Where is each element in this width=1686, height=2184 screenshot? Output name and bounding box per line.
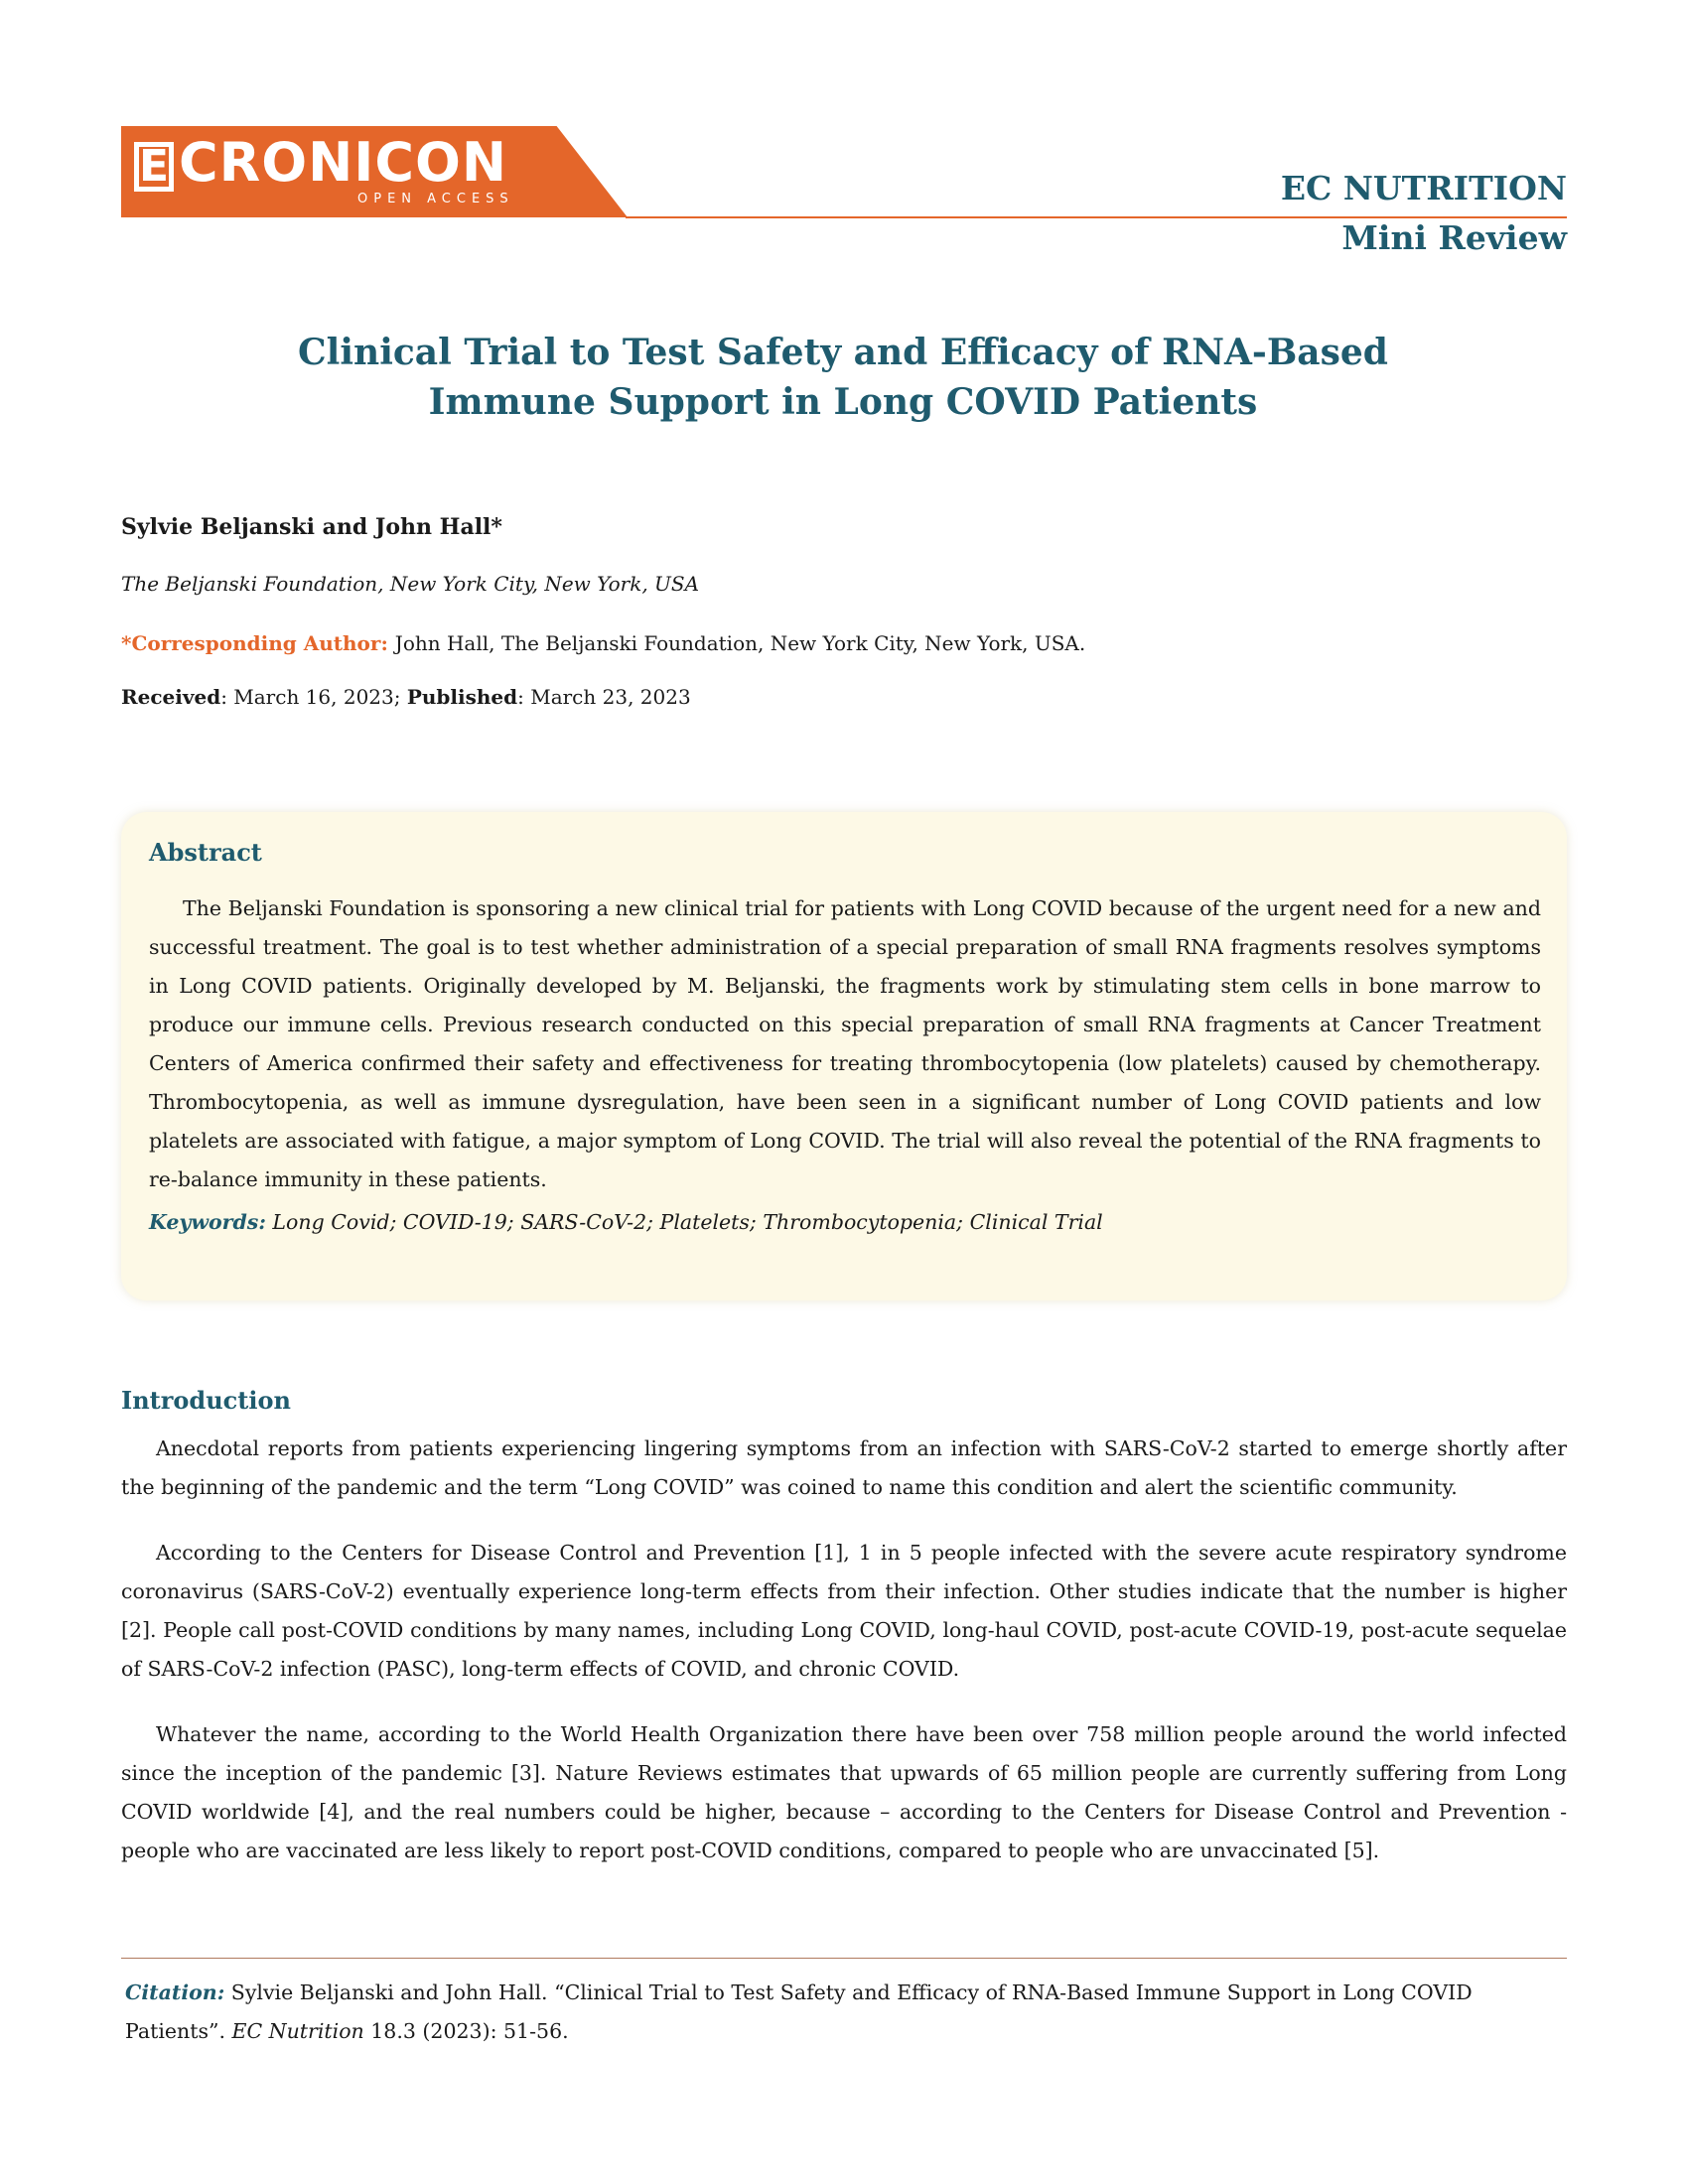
author-affiliation: The Beljanski Foundation, New York City, New York, USA	[121, 572, 700, 596]
footer-divider	[121, 1958, 1567, 1959]
publication-dates	[121, 685, 691, 709]
keywords-list: Long Covid; COVID-19; SARS-CoV-2; Platelets; Thrombocytopenia; Clinical Trial	[265, 1210, 1103, 1234]
publisher-logo-subtitle: OPEN ACCESS	[357, 192, 514, 206]
publisher-logo-mark: E	[134, 142, 174, 192]
introduction-heading: Introduction	[121, 1386, 291, 1415]
received-label: Received	[121, 685, 221, 709]
article-title-line-1: Clinical Trial to Test Safety and Efficacy of RNA-Based	[298, 332, 1388, 373]
introduction-paragraph: According to the Centers for Disease Control and Prevention [1], 1 in 5 people infected with the severe acute respiratory syndrome coronavirus (SARS-CoV-2) eventually experience long-term effects from their infection. Other studies indicate that the number is higher [2]. People call post-COVID conditions by many names, including Long COVID, long-haul COVID, post-acute COVID-19, post-acute sequelae of SARS-CoV-2 infection (PASC), long-term effects of COVID, and chronic COVID.	[121, 1541, 1567, 1681]
author-list: Sylvie Beljanski and John Hall*	[121, 514, 502, 540]
corresponding-author	[121, 631, 1085, 655]
corresponding-author-separator: :	[380, 631, 395, 655]
received-date: : March 16, 2023;	[220, 685, 407, 709]
publisher-logo-name: CRONICON	[179, 131, 508, 194]
citation-details: 18.3 (2023): 51-56.	[363, 2019, 569, 2043]
citation-label: Citation:	[125, 1980, 225, 2004]
keywords-label: Keywords:	[149, 1210, 266, 1234]
abstract-text: The Beljanski Foundation is sponsoring a new clinical trial for patients with Long COVID because of the urgent need for a new and successful treatment. The goal is to test whether administration of a special preparation of small RNA fragments resolves symptoms in Long COVID patients. Originally developed by M. Beljanski, the fragments work by stimulating stem cells in bone marrow to produce our immune cells. Previous research conducted on this special preparation of small RNA fragments at Cancer Treatment Centers of America confirmed their safety and effectiveness for treating thrombocytopenia (low platelets) caused by chemotherapy. Thrombocytopenia, as well as immune dysregulation, have been seen in a significant number of Long COVID patients and low platelets are associated with fatigue, a major symptom of Long COVID. The trial will also reveal the potential of the RNA fragments to re-balance immunity in these patients.	[149, 896, 1541, 1191]
journal-name: EC NUTRITION	[1280, 169, 1567, 207]
citation-text: Sylvie Beljanski and John Hall. “Clinical Trial to Test Safety and Efficacy of RNA-Based Immune Support in Long COVID Patients”.	[125, 1980, 1473, 2043]
keywords	[149, 1210, 1103, 1234]
introduction-paragraph: Anecdotal reports from patients experiencing lingering symptoms from an infection with SARS-CoV-2 started to emerge shortly after the beginning of the pandemic and the term “Long COVID” was coined to name this condition and alert the scientific community.	[121, 1436, 1567, 1499]
article-title	[0, 328, 1686, 427]
corresponding-author-text: John Hall, The Beljanski Foundation, New York City, New York, USA.	[394, 631, 1086, 655]
article-type: Mini Review	[1341, 218, 1567, 257]
article-title-line-2: Immune Support in Long COVID Patients	[428, 381, 1258, 423]
citation-journal: EC Nutrition	[231, 2019, 364, 2043]
introduction-paragraph: Whatever the name, according to the World Health Organization there have been over 758 million people around the world infected since the inception of the pandemic [3]. Nature Reviews estimates that upwards of 65 million people are currently suffering from Long COVID worldwide [4], and the real numbers could be higher, because – according to the Centers for Disease Control and Prevention - people who are vaccinated are less likely to report post-COVID conditions, compared to people who are unvaccinated [5].	[121, 1722, 1567, 1862]
abstract-heading: Abstract	[149, 838, 262, 867]
published-date: : March 23, 2023	[517, 685, 691, 709]
citation	[125, 1974, 1515, 2051]
corresponding-author-label: *Corresponding Author	[121, 631, 381, 655]
published-label: Published	[406, 685, 518, 709]
